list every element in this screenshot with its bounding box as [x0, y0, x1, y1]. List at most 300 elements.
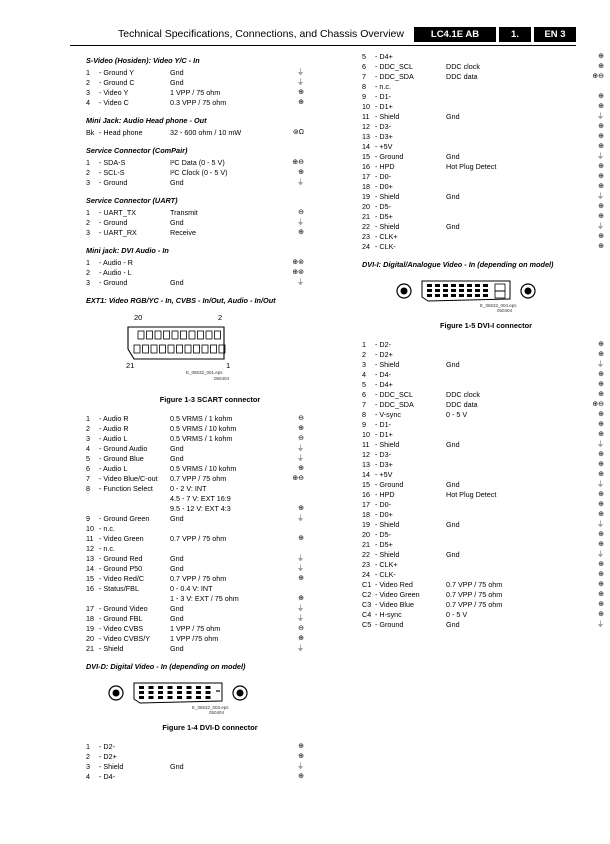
pin-row	[86, 208, 334, 218]
pin-row	[86, 78, 334, 88]
pin-row	[362, 500, 610, 510]
pin-row	[362, 610, 610, 620]
dvi-pin	[427, 294, 432, 297]
pin-name: - D4+	[375, 52, 393, 61]
pin-signal-icon: ⊕	[598, 103, 604, 110]
pin-row	[362, 400, 610, 410]
pin-name: - Ground	[375, 480, 404, 489]
pin-row	[86, 414, 334, 424]
pin-row	[362, 242, 610, 252]
pin-row	[362, 380, 610, 390]
pin-row	[86, 424, 334, 434]
pin-name: - Shield	[375, 440, 400, 449]
pin-signal-icon: ⊕	[598, 213, 604, 220]
section-heading: Mini jack: DVI Audio - In	[86, 246, 169, 255]
dvi-pin	[196, 696, 201, 699]
pin-signal-icon: ⊖	[298, 209, 304, 216]
pin-signal-icon: ⊖	[298, 435, 304, 442]
dvi-pin	[467, 294, 472, 297]
pin-name: - H-sync	[375, 610, 402, 619]
pin-description: 0 - 2 V: INT	[170, 484, 207, 493]
pin-number: 3	[86, 434, 90, 443]
pin-row	[362, 440, 610, 450]
scart-pin	[194, 345, 200, 353]
pin-description: DDC data	[446, 72, 478, 81]
pin-signal-icon: ⏚	[297, 515, 304, 522]
pin-description: 4.5 - 7 V: EXT 16:9	[170, 494, 231, 503]
dvi-pin	[196, 686, 201, 689]
pin-name: - D2+	[375, 350, 393, 359]
pin-number: 15	[362, 152, 370, 161]
dvi-pin	[177, 696, 182, 699]
pin-number: 14	[86, 564, 94, 573]
pin-description: 0.7 VPP / 75 ohm	[446, 590, 503, 599]
pin-signal-icon: ⏚	[297, 279, 304, 286]
page-title: Technical Specifications, Connections, and Chassis Overview	[118, 28, 404, 40]
pin-name: - D2-	[99, 742, 115, 751]
pin-name: - D1-	[375, 420, 391, 429]
pin-row	[362, 510, 610, 520]
pin-row	[86, 258, 334, 268]
pin-row	[86, 168, 334, 178]
pin-signal-icon: ⊕⊖	[292, 475, 304, 482]
pin-description: Gnd	[170, 68, 184, 77]
pin-row	[362, 360, 610, 370]
pin-description: 9.5 - 12 V: EXT 4:3	[170, 504, 231, 513]
dvi-pin	[435, 289, 440, 292]
pin-row	[362, 62, 610, 72]
pin-number: 6	[362, 390, 366, 399]
dvi-pin	[187, 691, 192, 694]
dvi-pin	[177, 691, 182, 694]
pin-name: - D4-	[375, 370, 391, 379]
pin-number: 11	[362, 440, 370, 449]
scart-pin	[177, 345, 183, 353]
scart-pin	[164, 331, 170, 339]
pin-number: 2	[86, 752, 90, 761]
pin-description: I²C Clock (0 - 5 V)	[170, 168, 228, 177]
pin-number: 8	[86, 484, 90, 493]
pin-row	[86, 564, 334, 574]
pin-signal-icon: ⊕	[598, 133, 604, 140]
pin-signal-icon: ⏚	[297, 763, 304, 770]
pin-description: Gnd	[170, 178, 184, 187]
pin-name: - Video Y	[99, 88, 129, 97]
pin-description: Gnd	[446, 192, 460, 201]
pin-description: 1 VPP / 75 ohm	[170, 88, 221, 97]
pin-number: 2	[86, 218, 90, 227]
pin-number: 6	[362, 62, 366, 71]
pin-row	[362, 182, 610, 192]
dvi-pin	[435, 284, 440, 287]
pin-name: - D5+	[375, 540, 393, 549]
scart-pin	[189, 331, 195, 339]
pin-signal-icon: ⊕	[598, 143, 604, 150]
pin-row	[362, 520, 610, 530]
pin-name: - D2+	[99, 752, 117, 761]
pin-description: 1 - 3 V: EXT / 75 ohm	[170, 594, 239, 603]
pin-name: - Shield	[99, 762, 124, 771]
dvi-pin	[206, 691, 211, 694]
pin-description: Gnd	[170, 762, 184, 771]
dvi-pin	[149, 691, 154, 694]
pin-number: Bk	[86, 128, 95, 137]
pin-number: 3	[86, 762, 90, 771]
pin-description: Gnd	[170, 278, 184, 287]
pin-description: Gnd	[446, 152, 460, 161]
scart-pin	[202, 345, 208, 353]
pin-signal-icon: ⊕	[598, 461, 604, 468]
pin-row	[86, 88, 334, 98]
pin-description: 0 - 0.4 V: INT	[170, 584, 213, 593]
section-heading: DVI-I: Digital/Analogue Video - In (depending on model)	[362, 260, 554, 269]
scart-pin	[215, 331, 221, 339]
pin-name: - D3+	[375, 132, 393, 141]
pin-row	[362, 560, 610, 570]
pin-signal-icon: ⊕	[298, 229, 304, 236]
pin-name: - SCL-S	[99, 168, 125, 177]
dvi-pin	[149, 696, 154, 699]
pin-row	[362, 600, 610, 610]
dvi-d-connector-icon	[86, 677, 316, 717]
pin-description: 0.7 VPP / 75 ohm	[170, 574, 227, 583]
dvi-pin	[467, 289, 472, 292]
pin-number: 21	[362, 540, 370, 549]
language-badge: EN 3	[534, 27, 576, 42]
pin-signal-icon: ⊕	[598, 421, 604, 428]
scart-pin	[181, 331, 187, 339]
pin-signal-icon: ⊕	[598, 491, 604, 498]
pin-name: - Video Green	[99, 534, 144, 543]
pin-number: 8	[362, 82, 366, 91]
pin-description: 0.5 VRMS / 10 kohm	[170, 424, 237, 433]
dvi-pin	[483, 294, 488, 297]
pin-number: C2	[362, 590, 372, 599]
pin-signal-icon: ⊕	[598, 173, 604, 180]
pin-row	[362, 192, 610, 202]
pin-name: - Ground C	[99, 78, 135, 87]
pin-number: 21	[86, 644, 94, 653]
dvi-pin	[168, 691, 173, 694]
screw-center	[401, 288, 408, 295]
pin-description: 0.3 VPP / 75 ohm	[170, 98, 227, 107]
pin-name: - Shield	[375, 192, 400, 201]
pin-name: - Ground Green	[99, 514, 150, 523]
pin-name: - Video CVBS	[99, 624, 144, 633]
pin-row	[362, 202, 610, 212]
pin-signal-icon: ⊕	[598, 451, 604, 458]
pin-signal-icon: ⊕	[298, 743, 304, 750]
pin-name: - Head phone	[99, 128, 143, 137]
pin-name: - Audio L	[99, 434, 128, 443]
pin-signal-icon: ⊕⊖	[592, 401, 604, 408]
pin-name: - Shield	[375, 222, 400, 231]
pin-signal-icon: ⊕	[598, 561, 604, 568]
pin-signal-icon: ⊕	[598, 601, 604, 608]
pin-number: 19	[362, 520, 370, 529]
pin-number: 9	[362, 420, 366, 429]
pin-name: - Audio L	[99, 464, 128, 473]
pin-number: 4	[86, 98, 90, 107]
pin-number: 23	[362, 232, 370, 241]
pin-number: 1	[86, 414, 90, 423]
pin-description: Gnd	[446, 112, 460, 121]
pin-number: 16	[362, 162, 370, 171]
pin-name: - D5-	[375, 202, 391, 211]
pin-signal-icon: ⏚	[597, 621, 604, 628]
dvi-pin	[427, 284, 432, 287]
dvi-pin	[177, 686, 182, 689]
pin-signal-icon: ⊕	[298, 575, 304, 582]
scart-pin	[160, 345, 166, 353]
pin-row	[86, 644, 334, 654]
pin-number: 3	[86, 228, 90, 237]
pin-description: 0 - 5 V	[446, 610, 468, 619]
pin-row	[362, 112, 610, 122]
pin-description: Gnd	[446, 480, 460, 489]
pin-signal-icon: ⊕	[598, 591, 604, 598]
dvi-pin	[158, 696, 163, 699]
pin-name: - SDA-S	[99, 158, 126, 167]
pin-signal-icon: ⏚	[297, 445, 304, 452]
pin-description: Transmit	[170, 208, 198, 217]
pin-name: - Video Red	[375, 580, 413, 589]
dvi-pin	[483, 289, 488, 292]
pin-name: - n.c.	[99, 544, 115, 553]
scart-outline	[128, 327, 224, 359]
figure-reference-date: 050404	[209, 710, 225, 715]
pin-signal-icon: ⊕	[298, 99, 304, 106]
figure-reference: E_06532_001.eps	[186, 370, 223, 375]
pin-number: 13	[362, 132, 370, 141]
pin-row	[362, 420, 610, 430]
pin-row	[86, 544, 334, 554]
pin-number: 7	[362, 400, 366, 409]
dvi-pin	[196, 691, 201, 694]
pin-name: - D5+	[375, 212, 393, 221]
pin-name: - D3-	[375, 450, 391, 459]
pin-description: 0.7 VPP / 75 ohm	[446, 580, 503, 589]
scart-pin	[151, 345, 157, 353]
pin-signal-icon: ⊕	[298, 465, 304, 472]
pin-number: 7	[362, 72, 366, 81]
pin-number: 21	[362, 212, 370, 221]
dvi-pin	[475, 284, 480, 287]
pin-number: 5	[86, 454, 90, 463]
pin-signal-icon: ⏚	[297, 645, 304, 652]
pin-name: - Video Green	[375, 590, 420, 599]
screw-center	[113, 690, 120, 697]
pin-number: 3	[86, 88, 90, 97]
dvi-pin	[435, 294, 440, 297]
pin-number: 1	[86, 208, 90, 217]
pin-name: - Ground	[99, 278, 128, 287]
pin-signal-icon: ⊕	[298, 169, 304, 176]
pin-name: - CLK+	[375, 560, 398, 569]
pin-signal-icon: ⊕	[598, 431, 604, 438]
section-heading: S-Video (Hosiden): Video Y/C - In	[86, 56, 200, 65]
pin-description: Gnd	[170, 614, 184, 623]
pin-signal-icon: ⏚	[297, 605, 304, 612]
dvi-pin	[467, 284, 472, 287]
pin-signal-icon: ⊕	[598, 381, 604, 388]
pin-row	[362, 102, 610, 112]
pin-row	[86, 178, 334, 188]
pin-signal-icon: ⊕	[598, 531, 604, 538]
pin-number: 10	[86, 524, 94, 533]
screw-center	[237, 690, 244, 697]
pin-name: - Ground	[375, 620, 404, 629]
pin-number: C4	[362, 610, 372, 619]
pin-signal-icon: ⊕	[598, 471, 604, 478]
pin-signal-icon: ⊕	[298, 773, 304, 780]
screw-center	[525, 288, 532, 295]
pin-row	[362, 82, 610, 92]
pin-number: 22	[362, 550, 370, 559]
pin-row	[362, 430, 610, 440]
pin-number: 3	[362, 360, 366, 369]
pin-signal-icon: ⊕	[598, 411, 604, 418]
figure-caption: Figure 1-5 DVI-I connector	[440, 321, 532, 330]
pin-signal-icon: ⏚	[597, 551, 604, 558]
pin-signal-icon: ⊕⊖	[592, 73, 604, 80]
pin-description: DDC data	[446, 400, 478, 409]
pin-row	[362, 540, 610, 550]
pin-row	[362, 232, 610, 242]
pin-number: 9	[362, 92, 366, 101]
pin-name: - D3+	[375, 460, 393, 469]
pin-signal-icon: ⊕	[598, 123, 604, 130]
scart-pin-label: 1	[226, 361, 231, 370]
pin-name: - Shield	[375, 520, 400, 529]
pin-signal-icon: ⏚	[297, 555, 304, 562]
scart-pin	[198, 331, 204, 339]
figure-reference: E_06532_004.eps	[480, 303, 517, 308]
pin-name: - DDC_SDA	[375, 400, 414, 409]
dvi-pin	[451, 284, 456, 287]
pin-name: - Video CVBS/Y	[99, 634, 151, 643]
dvi-pin	[451, 294, 456, 297]
pin-description: DDC clock	[446, 62, 480, 71]
pin-row	[362, 132, 610, 142]
dvi-pin	[443, 289, 448, 292]
pin-signal-icon: ⊖	[298, 415, 304, 422]
pin-name: - Video Red/C	[99, 574, 145, 583]
pin-signal-icon: ⊕	[598, 341, 604, 348]
pin-name: - Shield	[99, 644, 124, 653]
pin-number: 6	[86, 464, 90, 473]
pin-name: - Ground P50	[99, 564, 143, 573]
section-heading: DVI-D: Digital Video - In (depending on model)	[86, 662, 246, 671]
pin-description: 0 - 5 V	[446, 410, 468, 419]
pin-row	[362, 590, 610, 600]
dvi-pin	[459, 294, 464, 297]
pin-description: 0.5 VRMS / 1 kohm	[170, 434, 233, 443]
pin-signal-icon: ⊕	[598, 183, 604, 190]
pin-row	[362, 490, 610, 500]
dvi-pin	[483, 284, 488, 287]
pin-name: - V-sync	[375, 410, 401, 419]
pin-signal-icon: ⏚	[597, 521, 604, 528]
pin-signal-icon: ⊖	[298, 625, 304, 632]
pin-signal-icon: ⊕	[598, 93, 604, 100]
pin-number: 16	[86, 584, 94, 593]
pin-signal-icon: ⏚	[297, 69, 304, 76]
pin-signal-icon: ⏚	[297, 219, 304, 226]
pin-name: - n.c.	[375, 82, 391, 91]
pin-description: Hot Plug Detect	[446, 490, 497, 499]
pin-row	[86, 474, 334, 484]
dvi-pin	[187, 686, 192, 689]
pin-row	[86, 444, 334, 454]
pin-number: 7	[86, 474, 90, 483]
pin-row	[362, 470, 610, 480]
pin-row	[362, 340, 610, 350]
pin-name: - Function Select	[99, 484, 153, 493]
pin-description: Receive	[170, 228, 196, 237]
dvi-pin	[443, 294, 448, 297]
dvi-pin	[168, 686, 173, 689]
pin-name: - D1+	[375, 102, 393, 111]
section-heading: Mini Jack: Audio Head phone - Out	[86, 116, 207, 125]
pin-number: 4	[86, 772, 90, 781]
pin-number: 8	[362, 410, 366, 419]
pin-name: - Ground Audio	[99, 444, 148, 453]
pin-name: - Shield	[375, 550, 400, 559]
pin-row	[362, 142, 610, 152]
pin-name: - n.c.	[99, 524, 115, 533]
scart-pin	[211, 345, 217, 353]
pin-number: 9	[86, 514, 90, 523]
dvi-pin	[459, 284, 464, 287]
pin-description: 32 - 600 ohm / 10 mW	[170, 128, 242, 137]
pin-row	[86, 554, 334, 564]
pin-signal-icon: ⊕	[598, 371, 604, 378]
pin-name: - D2-	[375, 340, 391, 349]
pin-number: 19	[86, 624, 94, 633]
pin-signal-icon: ⊕	[598, 233, 604, 240]
dvi-pin	[139, 691, 144, 694]
scart-connector-icon	[86, 311, 334, 389]
pin-name: - +5V	[375, 470, 393, 479]
pin-row	[86, 278, 334, 288]
dvi-pin	[475, 289, 480, 292]
pin-signal-icon: ⊕	[598, 611, 604, 618]
pin-description: Gnd	[170, 604, 184, 613]
pin-signal-icon: ⊕	[298, 595, 304, 602]
pin-number: 17	[86, 604, 94, 613]
pin-name: - D1-	[375, 92, 391, 101]
pin-row	[86, 68, 334, 78]
pin-signal-icon: ⊕	[598, 203, 604, 210]
pin-description: Gnd	[170, 564, 184, 573]
pin-name: - Audio R	[99, 424, 129, 433]
pin-description: 0.7 VPP / 75 ohm	[446, 600, 503, 609]
pin-number: 11	[86, 534, 94, 543]
pin-name: - +5V	[375, 142, 393, 151]
scart-pin	[134, 345, 140, 353]
pin-number: 24	[362, 242, 370, 251]
pin-row	[86, 494, 334, 504]
pin-row	[362, 550, 610, 560]
pin-name: - D1+	[375, 430, 393, 439]
pin-name: - DDC_SDA	[375, 72, 414, 81]
pin-number: C5	[362, 620, 372, 629]
pin-row	[362, 570, 610, 580]
pin-signal-icon: ⊕	[598, 163, 604, 170]
pin-description: I²C Data (0 - 5 V)	[170, 158, 225, 167]
pin-number: 18	[86, 614, 94, 623]
